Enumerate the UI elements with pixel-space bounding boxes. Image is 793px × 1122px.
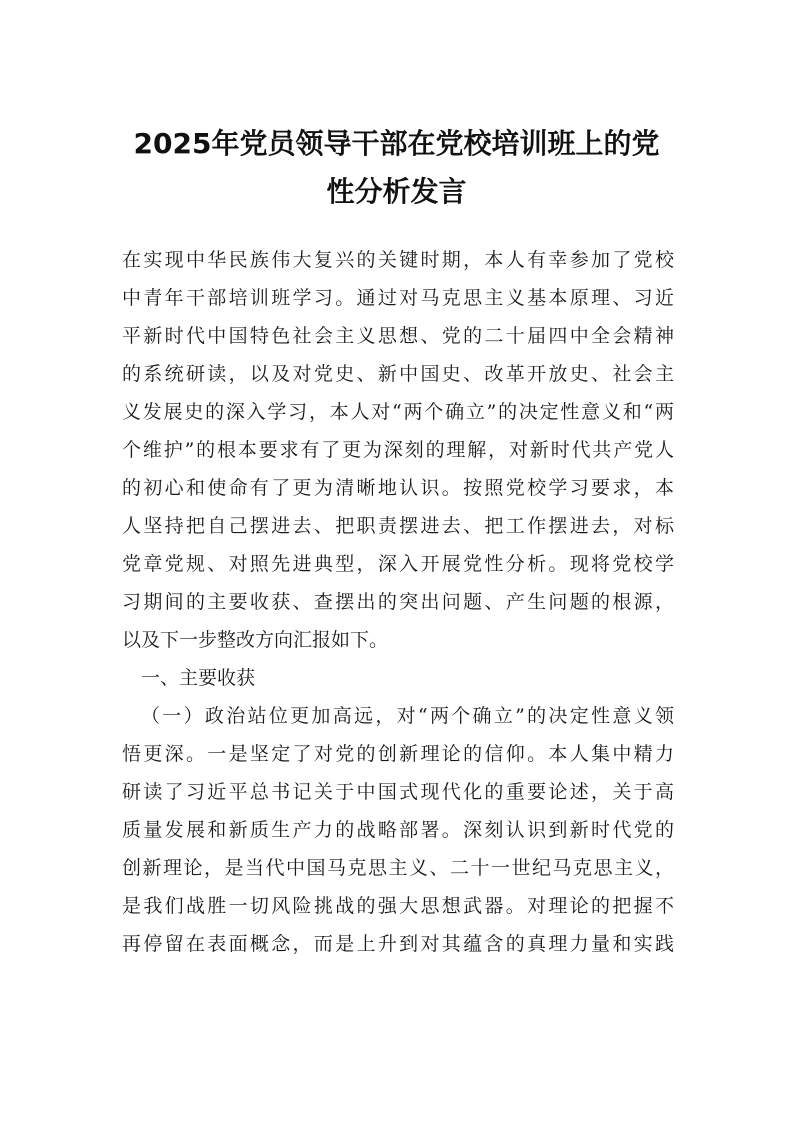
body-line: 在实现中华民族伟大复兴的关键时期，本人有幸参加了党校 [122, 249, 674, 271]
body-line: 的系统研读，以及对党史、新中国史、改革开放史、社会主 [122, 363, 674, 385]
subsection-heading-line: （一）政治站位更加高远，对“两个确立”的决定性意义领 [141, 705, 674, 727]
body-line: 研读了习近平总书记关于中国式现代化的重要论述，关于高 [122, 781, 674, 803]
document-title-line-2: 性分析发言 [326, 175, 467, 208]
body-line: 个维护”的根本要求有了更为深刻的理解，对新时代共产党人 [122, 439, 674, 461]
document-title-line-1: 2025年党员领导干部在党校培训班上的党 [133, 127, 660, 160]
body-line: 质量发展和新质生产力的战略部署。深刻认识到新时代党的 [122, 819, 674, 841]
section-heading: 一、主要收获 [141, 667, 256, 689]
body-line: 以及下一步整改方向汇报如下。 [122, 629, 389, 651]
body-line: 创新理论，是当代中国马克思主义、二十一世纪马克思主义， [122, 857, 674, 879]
body-line: 义发展史的深入学习，本人对“两个确立”的决定性意义和“两 [122, 401, 674, 423]
body-line: 人坚持把自己摆进去、把职责摆进去、把工作摆进去，对标 [122, 515, 674, 537]
body-line: 悟更深。一是坚定了对党的创新理论的信仰。本人集中精力 [122, 743, 674, 765]
body-line: 再停留在表面概念，而是上升到对其蕴含的真理力量和实践 [122, 933, 674, 955]
body-line: 党章党规、对照先进典型，深入开展党性分析。现将党校学 [122, 553, 674, 575]
body-line: 中青年干部培训班学习。通过对马克思主义基本原理、习近 [122, 287, 674, 309]
body-line: 平新时代中国特色社会主义思想、党的二十届四中全会精神 [122, 325, 674, 347]
body-line: 是我们战胜一切风险挑战的强大思想武器。对理论的把握不 [122, 895, 674, 917]
body-line: 的初心和使命有了更为清晰地认识。按照党校学习要求，本 [122, 477, 674, 499]
body-line: 习期间的主要收获、查摆出的突出问题、产生问题的根源， [122, 591, 674, 613]
